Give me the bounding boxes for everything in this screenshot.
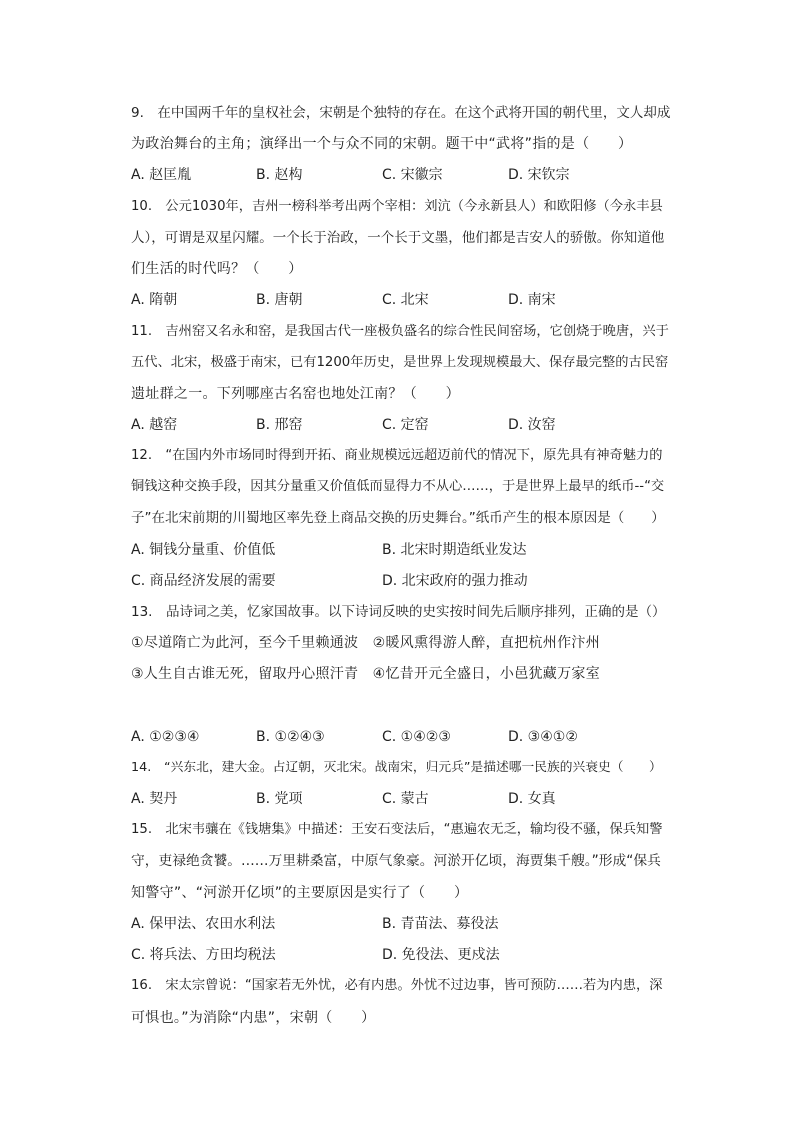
q11-line-2: 五代、北宋，极盛于南宋，已有1200年历史，是世界上发现规模最大、保存最完整的古民窑 [131,355,669,370]
q9-option-c: C. 宋徽宗 [382,167,443,183]
q12-option-a: A. 铜钱分量重、价值低 [131,542,276,558]
q12-line-3: 子”在北宋前期的川蜀地区率先登上商品交换的历史舞台。”纸币产生的根本原因是（ ） [131,510,665,526]
q12-line-1: 12. “在国内外市场同时得到开拓、商业规模远远超迈前代的情况下，原先具有神奇魅力的 [131,448,663,463]
q14-option-b: B. 党项 [256,791,303,807]
q11-option-a: A. 越窑 [131,417,178,433]
q9-line-2: 为政治舞台的主角；演绎出一个与众不同的宋朝。题干中“武将”指的是（ ） [131,136,633,152]
q13-line-3: ③人生自古谁无死，留取丹心照汗青 ④忆昔开元全盛日，小邑犹藏万家室 [131,666,600,682]
q15-option-b: B. 青苗法、募役法 [382,916,499,932]
q13-option-a: A. ①②③④ [131,729,200,745]
q13-line-1: 13. 品诗词之美，忆家国故事。以下诗词反映的史实按时间先后顺序排列，正确的是（） [131,604,666,620]
q13-option-d: D. ③④①② [508,729,578,745]
q11-option-c: C. 定窑 [382,417,429,433]
q14-option-c: C. 蒙古 [382,791,429,807]
q15-option-d: D. 免役法、更戍法 [382,947,500,963]
q14-option-d: D. 女真 [508,791,556,807]
q12-option-d: D. 北宋政府的强力推动 [382,573,528,589]
q10-line-3: 们生活的时代吗？（ ） [131,261,303,277]
q10-option-b: B. 唐朝 [256,292,303,308]
q15-line-3: 知警守”、“河淤开亿顷”的主要原因是实行了（ ） [131,885,469,901]
q9-option-d: D. 宋钦宗 [508,167,570,183]
q11-line-3: 遗址群之一。下列哪座古名窑也地处江南？（ ） [131,386,460,402]
q9-line-1: 9. 在中国两千年的皇权社会，宋朝是个独特的存在。在这个武将开国的朝代里，文人却成 [131,105,671,121]
q11-option-d: D. 汝窑 [508,417,556,433]
q14-line-1: 14. “兴东北，建大金。占辽朝，灭北宋。战南宋，归元兵”是描述哪一民族的兴衰史（ ） [131,760,662,775]
q9-option-b: B. 赵构 [256,167,303,183]
q10-option-a: A. 隋朝 [131,292,178,308]
q16-line-1: 16. 宋太宗曾说：“国家若无外忧，必有内患。外忧不过边事，皆可预防……若为内患，深 [131,978,663,993]
q15-line-2: 守，吏禄绝贪饕。……万里耕桑富，中原气象豪。河淤开亿顷，海贾集千艘。”形成“保兵 [131,853,661,869]
q13-option-b: B. ①②④③ [256,729,325,745]
q10-line-2: 人），可谓是双星闪耀。一个长于治政，一个长于文墨，他们都是吉安人的骄傲。你知道他 [131,230,665,246]
q15-option-a: A. 保甲法、农田水利法 [131,916,276,932]
q12-option-b: B. 北宋时期造纸业发达 [382,542,527,558]
q10-line-1: 10. 公元1030年，吉州一榜科举考出两个宰相：刘沆（今永新县人）和欧阳修（今永丰县 [131,199,663,214]
q15-line-1: 15. 北宋韦骧在《钱塘集》中描述：王安石变法后，“惠遍农无乏，输均役不骚，保兵知警 [131,822,663,837]
q12-line-2: 铜钱这种交换手段，因其分量重又价值低而显得力不从心……，于是世界上最早的纸币--“交 [131,479,665,494]
q11-option-b: B. 邢窑 [256,417,303,433]
q11-line-1: 11. 吉州窑又名永和窑，是我国古代一座极负盛名的综合性民间窑场，它创烧于晚唐，兴于 [131,324,669,339]
q12-option-c: C. 商品经济发展的需要 [131,573,276,589]
q13-line-2: ①尽道隋亡为此河，至今千里赖通波 ②暖风熏得游人醉，直把杭州作汴州 [131,635,600,651]
q16-line-2: 可惧也。”为消除“内患”，宋朝（ ） [131,1010,376,1026]
q15-option-c: C. 将兵法、方田均税法 [131,947,276,963]
q13-option-c: C. ①④②③ [382,729,451,745]
q10-option-c: C. 北宋 [382,292,429,308]
q14-option-a: A. 契丹 [131,791,178,807]
q9-option-a: A. 赵匡胤 [131,167,192,183]
q10-option-d: D. 南宋 [508,292,556,308]
